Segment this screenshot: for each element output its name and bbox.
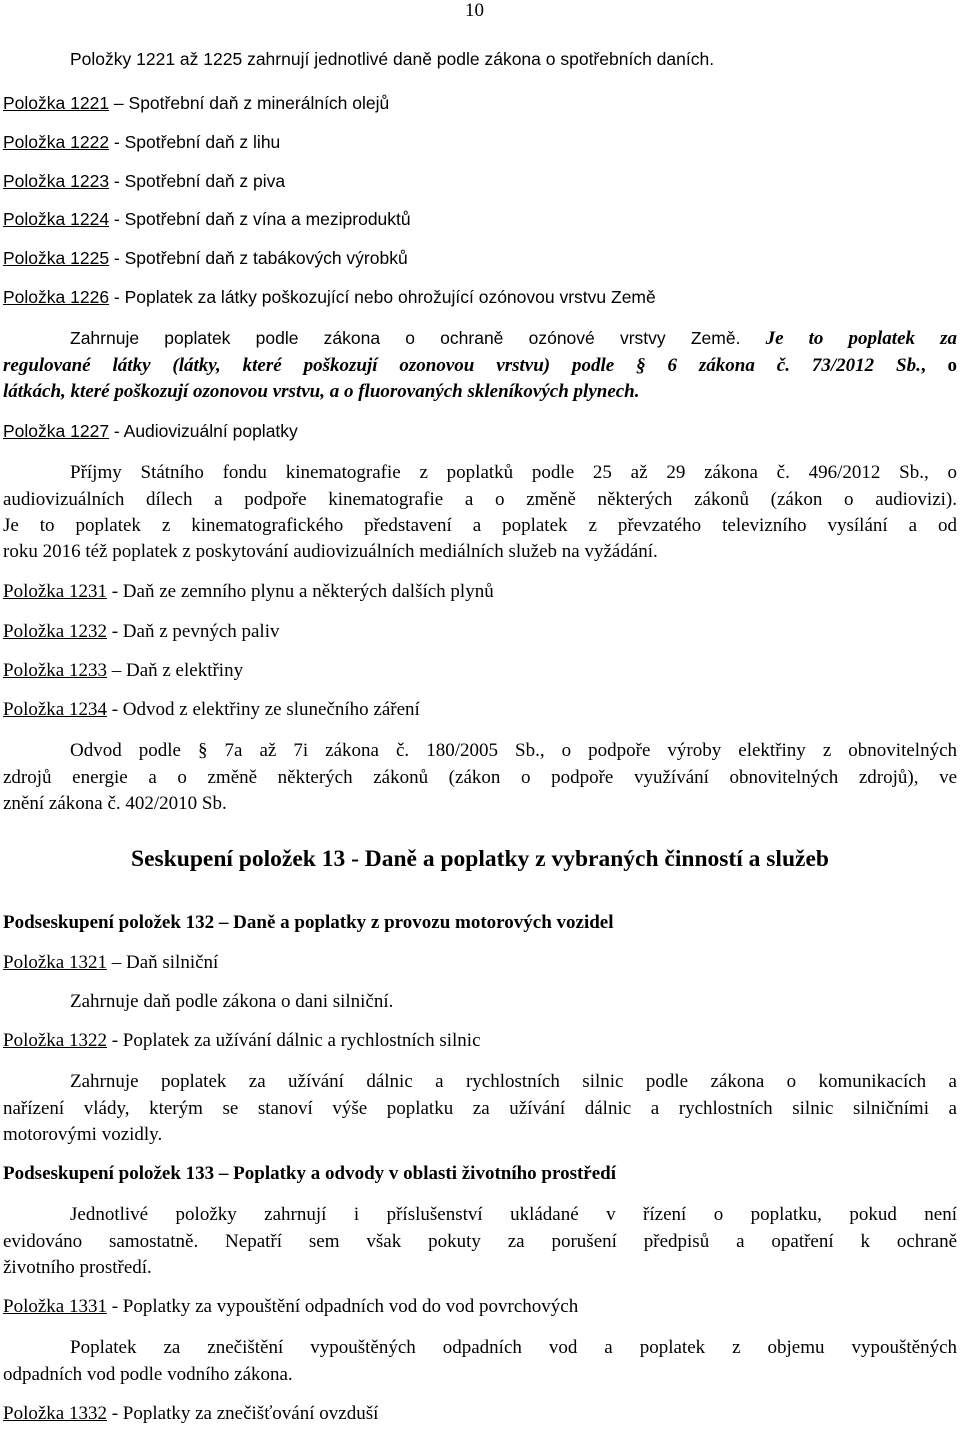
note-1234-line-3: znění zákona č. 402/2010 Sb.	[3, 793, 227, 814]
item-description: Spotřební daň z tabákových výrobků	[124, 248, 408, 268]
item-description: Daň ze zemního plynu a některých dalších plynů	[122, 581, 494, 602]
note-133-line-3: životního prostředí.	[3, 1257, 152, 1278]
item-1227: Položka 1227 - Audiovizuální poplatky	[3, 421, 298, 441]
item-code: Položka 1331	[3, 1296, 107, 1317]
item-1234: Položka 1234 - Odvod z elektřiny ze slunečního záření	[3, 699, 420, 720]
item-1225: Položka 1225 - Spotřební daň z tabákových výrobků	[3, 248, 408, 268]
item-1232: Položka 1232 - Daň z pevných paliv	[3, 621, 280, 642]
item-code: Položka 1322	[3, 1030, 107, 1051]
note-133-line-1: Jednotlivé položky zahrnují i příslušenství ukládané v řízení o poplatku, pokud není	[70, 1204, 957, 1225]
item-1322: Položka 1322 - Poplatek za užívání dálnic a rychlostních silnic	[3, 1030, 481, 1051]
item-code: Položka 1321	[3, 952, 107, 973]
item-1224: Položka 1224 - Spotřební daň z vína a meziproduktů	[3, 209, 411, 229]
note-1321: Zahrnuje daň podle zákona o dani silniční.	[70, 991, 394, 1012]
item-description: Poplatky za vypouštění odpadních vod do vod povrchových	[122, 1296, 579, 1317]
item-description: Poplatky za znečišťování ovzduší	[122, 1403, 379, 1424]
note-1227-line-4: roku 2016 též poplatek z poskytování audiovizuálních mediálních služeb na vyžádání.	[3, 541, 658, 562]
item-1331: Položka 1331 - Poplatky za vypouštění odpadních vod do vod povrchových	[3, 1296, 579, 1317]
item-code: Položka 1224	[3, 209, 110, 229]
note-1226-line-1: Zahrnuje poplatek podle zákona o ochraně ozónové vrstvy Země. Je to poplatek za	[70, 328, 957, 349]
note-1234-line-2: zdrojů energie a o změně některých zákonů (zákon o podpoře využívání obnovitelných zdrojů), ve	[3, 767, 957, 788]
item-code: Položka 1225	[3, 248, 110, 268]
item-code: Položka 1232	[3, 621, 107, 642]
page-number: 10	[465, 0, 484, 21]
note-1322-line-1: Zahrnuje poplatek za užívání dálnic a rychlostních silnic podle zákona o komunikacích a	[70, 1071, 957, 1092]
item-code: Položka 1223	[3, 171, 110, 191]
note-1234-line-1: Odvod podle § 7a až 7i zákona č. 180/2005 Sb., o podpoře výroby elektřiny z obnovitelných	[70, 740, 957, 761]
subgroup-heading-133: Podseskupení položek 133 – Poplatky a odvody v oblasti životního prostředí	[3, 1163, 617, 1184]
note-1226-line-2: regulované látky (látky, které poškozují ozonovou vrstvu) podle § 6 zákona č. 73/2012 Sb., o	[3, 355, 958, 376]
item-description: Daň z elektřiny	[125, 660, 244, 681]
note-1227-line-3: Je to poplatek z kinematografického představení a poplatek z převzatého televizního vysílání a od	[3, 515, 957, 536]
item-description: Daň silniční	[125, 952, 219, 973]
note-133-line-2: evidováno samostatně. Nepatří sem však pokuty za porušení předpisů a opatření k ochraně	[3, 1231, 957, 1252]
item-description: Spotřební daň z lihu	[124, 132, 281, 152]
item-code: Položka 1227	[3, 421, 110, 441]
item-description: Audiovizuální poplatky	[123, 421, 298, 441]
item-code: Položka 1231	[3, 581, 107, 602]
note-1227-line-1: Příjmy Státního fondu kinematografie z poplatků podle 25 až 29 zákona č. 496/2012 Sb., o	[70, 462, 957, 483]
item-1226: Položka 1226 - Poplatek za látky poškozující nebo ohrožující ozónovou vrstvu Země	[3, 287, 656, 307]
item-1233: Položka 1233 – Daň z elektřiny	[3, 660, 244, 681]
note-1227-line-2: audiovizuálních dílech a podpoře kinematografie a o změně některých zákonů (zákon o audiovizi).	[3, 489, 957, 510]
item-description: Spotřební daň z piva	[124, 171, 286, 191]
item-1321: Položka 1321 – Daň silniční	[3, 952, 219, 973]
item-code: Položka 1222	[3, 132, 110, 152]
item-1223: Položka 1223 - Spotřební daň z piva	[3, 171, 286, 191]
item-code: Položka 1221	[3, 93, 110, 113]
item-code: Položka 1233	[3, 660, 107, 681]
item-description: Poplatek za látky poškozující nebo ohrožující ozónovou vrstvu Země	[124, 287, 656, 307]
note-1331-line-1: Poplatek za znečištění vypouštěných odpadních vod a poplatek z objemu vypouštěných	[70, 1337, 957, 1358]
item-code: Položka 1234	[3, 699, 107, 720]
item-1221: Položka 1221 – Spotřební daň z minerálních olejů	[3, 93, 390, 113]
item-1222: Položka 1222 - Spotřební daň z lihu	[3, 132, 281, 152]
intro-paragraph: Položky 1221 až 1225 zahrnují jednotlivé daně podle zákona o spotřebních daních.	[70, 49, 715, 69]
section-title: Seskupení položek 13 - Daně a poplatky z vybraných činností a služeb	[131, 846, 829, 872]
note-1331-line-2: odpadních vod podle vodního zákona.	[3, 1364, 293, 1385]
item-code: Položka 1332	[3, 1403, 107, 1424]
item-code: Položka 1226	[3, 287, 110, 307]
item-1332: Položka 1332 - Poplatky za znečišťování ovzduší	[3, 1403, 379, 1424]
subgroup-heading-132: Podseskupení položek 132 – Daně a poplatky z provozu motorových vozidel	[3, 912, 614, 933]
note-1226-line-3: látkách, které poškozují ozonovou vrstvu, a o fluorovaných skleníkových plynech.	[3, 381, 640, 402]
note-1322-line-2: nařízení vlády, kterým se stanoví výše poplatku za užívání dálnic a rychlostních silnic silničními a	[3, 1098, 957, 1119]
item-description: Spotřební daň z vína a meziproduktů	[124, 209, 411, 229]
item-description: Daň z pevných paliv	[122, 621, 280, 642]
item-description: Spotřební daň z minerálních olejů	[128, 93, 390, 113]
item-1231: Položka 1231 - Daň ze zemního plynu a některých dalších plynů	[3, 581, 494, 602]
item-description: Poplatek za užívání dálnic a rychlostních silnic	[122, 1030, 481, 1051]
item-description: Odvod z elektřiny ze slunečního záření	[122, 699, 420, 720]
note-1322-line-3: motorovými vozidly.	[3, 1124, 163, 1145]
